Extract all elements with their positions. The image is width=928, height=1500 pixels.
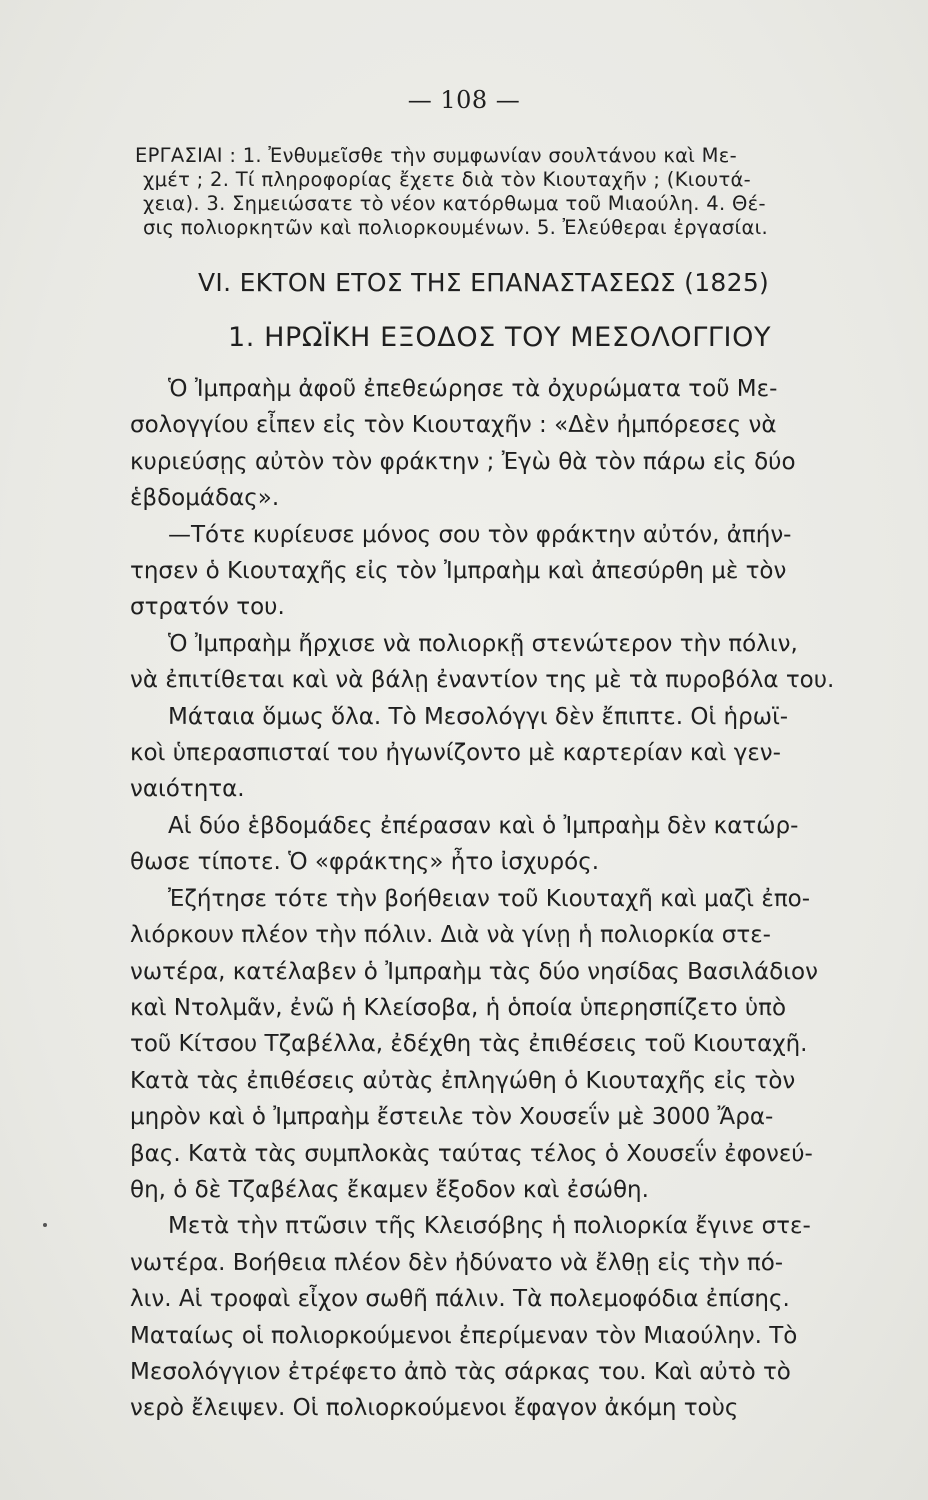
text-line: νερὸ ἔλειψεν. Οἱ πολιορκούμενοι ἔφαγον ἀκόμη τοὺς: [130, 1395, 739, 1422]
text-line: Μετὰ τὴν πτῶσιν τῆς Κλεισόβης ἡ πολιορκία ἔγινε στε-: [168, 1213, 811, 1240]
text-line: Μεσολόγγιον ἐτρέφετο ἀπὸ τὰς σάρκας του. Καὶ αὐτὸ τὸ: [130, 1358, 791, 1385]
text-line: —Τότε κυρίευσε μόνος σου τὸν φράκτην αὐτόν, ἀπήν-: [168, 521, 792, 548]
text-line: μηρὸν καὶ ὁ Ἰμπραὴμ ἔστειλε τὸν Χουσεΐν μὲ 3000 Ἄρα-: [130, 1104, 774, 1131]
exercises-line: χεια). 3. Σημειώσατε τὸ νέον κατόρθωμα τοῦ Μιαούλη. 4. Θέ-: [143, 192, 766, 215]
text-line: ἑβδομάδας».: [130, 485, 280, 512]
text-line: νωτέρα. Βοήθεια πλέον δὲν ἠδύνατο νὰ ἔλθῃ εἰς τὴν πό-: [130, 1249, 784, 1276]
text-line: Μάταια ὅμως ὅλα. Τὸ Μεσολόγγι δὲν ἔπιπτε. Οἱ ἡρωϊ-: [168, 703, 789, 730]
text-line: κοὶ ὑπερασπισταί του ἠγωνίζοντο μὲ καρτερίαν καὶ γεν-: [130, 740, 781, 767]
text-line: βας. Κατὰ τὰς συμπλοκὰς ταύτας τέλος ὁ Χουσεΐν ἐφονεύ-: [130, 1140, 813, 1167]
text-line: Ματαίως οἱ πολιορκούμενοι ἐπερίμεναν τὸν Μιαούλην. Τὸ: [130, 1322, 798, 1349]
text-line: στρατόν του.: [130, 594, 285, 621]
page-number: — 108 —: [407, 86, 521, 114]
text-line: θη, ὁ δὲ Τζαβέλας ἔκαμεν ἔξοδον καὶ ἐσώθη.: [130, 1176, 649, 1203]
text-line: ναιότητα.: [130, 776, 245, 803]
print-speck: [43, 1223, 47, 1227]
body-text: [130, 371, 860, 1427]
section-heading: VI. ΕΚΤΟΝ ΕΤΟΣ ΤΗΣ ΕΠΑΝΑΣΤΑΣΕΩΣ (1825): [198, 268, 770, 297]
text-line: Αἱ δύο ἑβδομάδες ἐπέρασαν καὶ ὁ Ἰμπραὴμ δὲν κατώρ-: [168, 812, 799, 839]
text-line: λιν. Αἱ τροφαὶ εἶχον σωθῆ πάλιν. Τὰ πολεμοφόδια ἐπίσης.: [130, 1286, 790, 1313]
text-line: νὰ ἐπιτίθεται καὶ νὰ βάλῃ ἐναντίον της μὲ τὰ πυροβόλα του.: [130, 667, 835, 694]
text-line: Ὁ Ἰμπραὴμ ἤρχισε νὰ πολιορκῇ στενώτερον τὴν πόλιν,: [168, 630, 798, 657]
text-line: θωσε τίποτε. Ὁ «φράκτης» ἦτο ἰσχυρός.: [130, 849, 600, 876]
text-line: κυριεύσῃς αὐτὸν τὸν φράκτην ; Ἐγὼ θὰ τὸν πάρω εἰς δύο: [130, 448, 796, 475]
text-line: Ὁ Ἰμπραὴμ ἀφοῦ ἐπεθεώρησε τὰ ὀχυρώματα τοῦ Με-: [168, 376, 778, 402]
text-line: σολογγίου εἶπεν εἰς τὸν Κιουταχῆν : «Δὲν ἠμπόρεσες νὰ: [130, 412, 777, 439]
exercises-line: χμέτ ; 2. Τί πληροφορίας ἔχετε διὰ τὸν Κιουταχῆν ; (Κιουτά-: [143, 168, 752, 191]
exercises-block: [135, 144, 850, 240]
text-line: νωτέρα, κατέλαβεν ὁ Ἰμπραὴμ τὰς δύο νησίδας Βασιλάδιον: [130, 958, 818, 985]
text-line: Ἐζήτησε τότε τὴν βοήθειαν τοῦ Κιουταχῆ καὶ μαζὶ ἐπο-: [168, 885, 811, 912]
exercises-line: ΕΡΓΑΣΙΑΙ : 1. Ἐνθυμεῖσθε τὴν συμφωνίαν σουλτάνου καὶ Με-: [135, 144, 737, 167]
text-line: καὶ Ντολμᾶν, ἐνῶ ἡ Κλείσοβα, ἡ ὁποία ὑπερησπίζετο ὑπὸ: [130, 994, 787, 1021]
text-line: τοῦ Κίτσου Τζαβέλλα, ἐδέχθη τὰς ἐπιθέσεις τοῦ Κιουταχῆ.: [130, 1031, 808, 1058]
text-line: τησεν ὁ Κιουταχῆς εἰς τὸν Ἰμπραὴμ καὶ ἀπεσύρθη μὲ τὸν: [130, 558, 787, 585]
exercises-line: σις πολιορκητῶν καὶ πολιορκουμένων. 5. Ἐλεύθεραι ἐργασίαι.: [143, 216, 769, 239]
chapter-title: 1. ΗΡΩΪΚΗ ΕΞΟΔΟΣ ΤΟΥ ΜΕΣΟΛΟΓΓΙΟΥ: [228, 322, 772, 353]
text-line: λιόρκουν πλέον τὴν πόλιν. Διὰ νὰ γίνῃ ἡ πολιορκία στε-: [130, 922, 771, 949]
text-line: Κατὰ τὰς ἐπιθέσεις αὐτὰς ἐπληγώθη ὁ Κιουταχῆς εἰς τὸν: [130, 1067, 796, 1094]
